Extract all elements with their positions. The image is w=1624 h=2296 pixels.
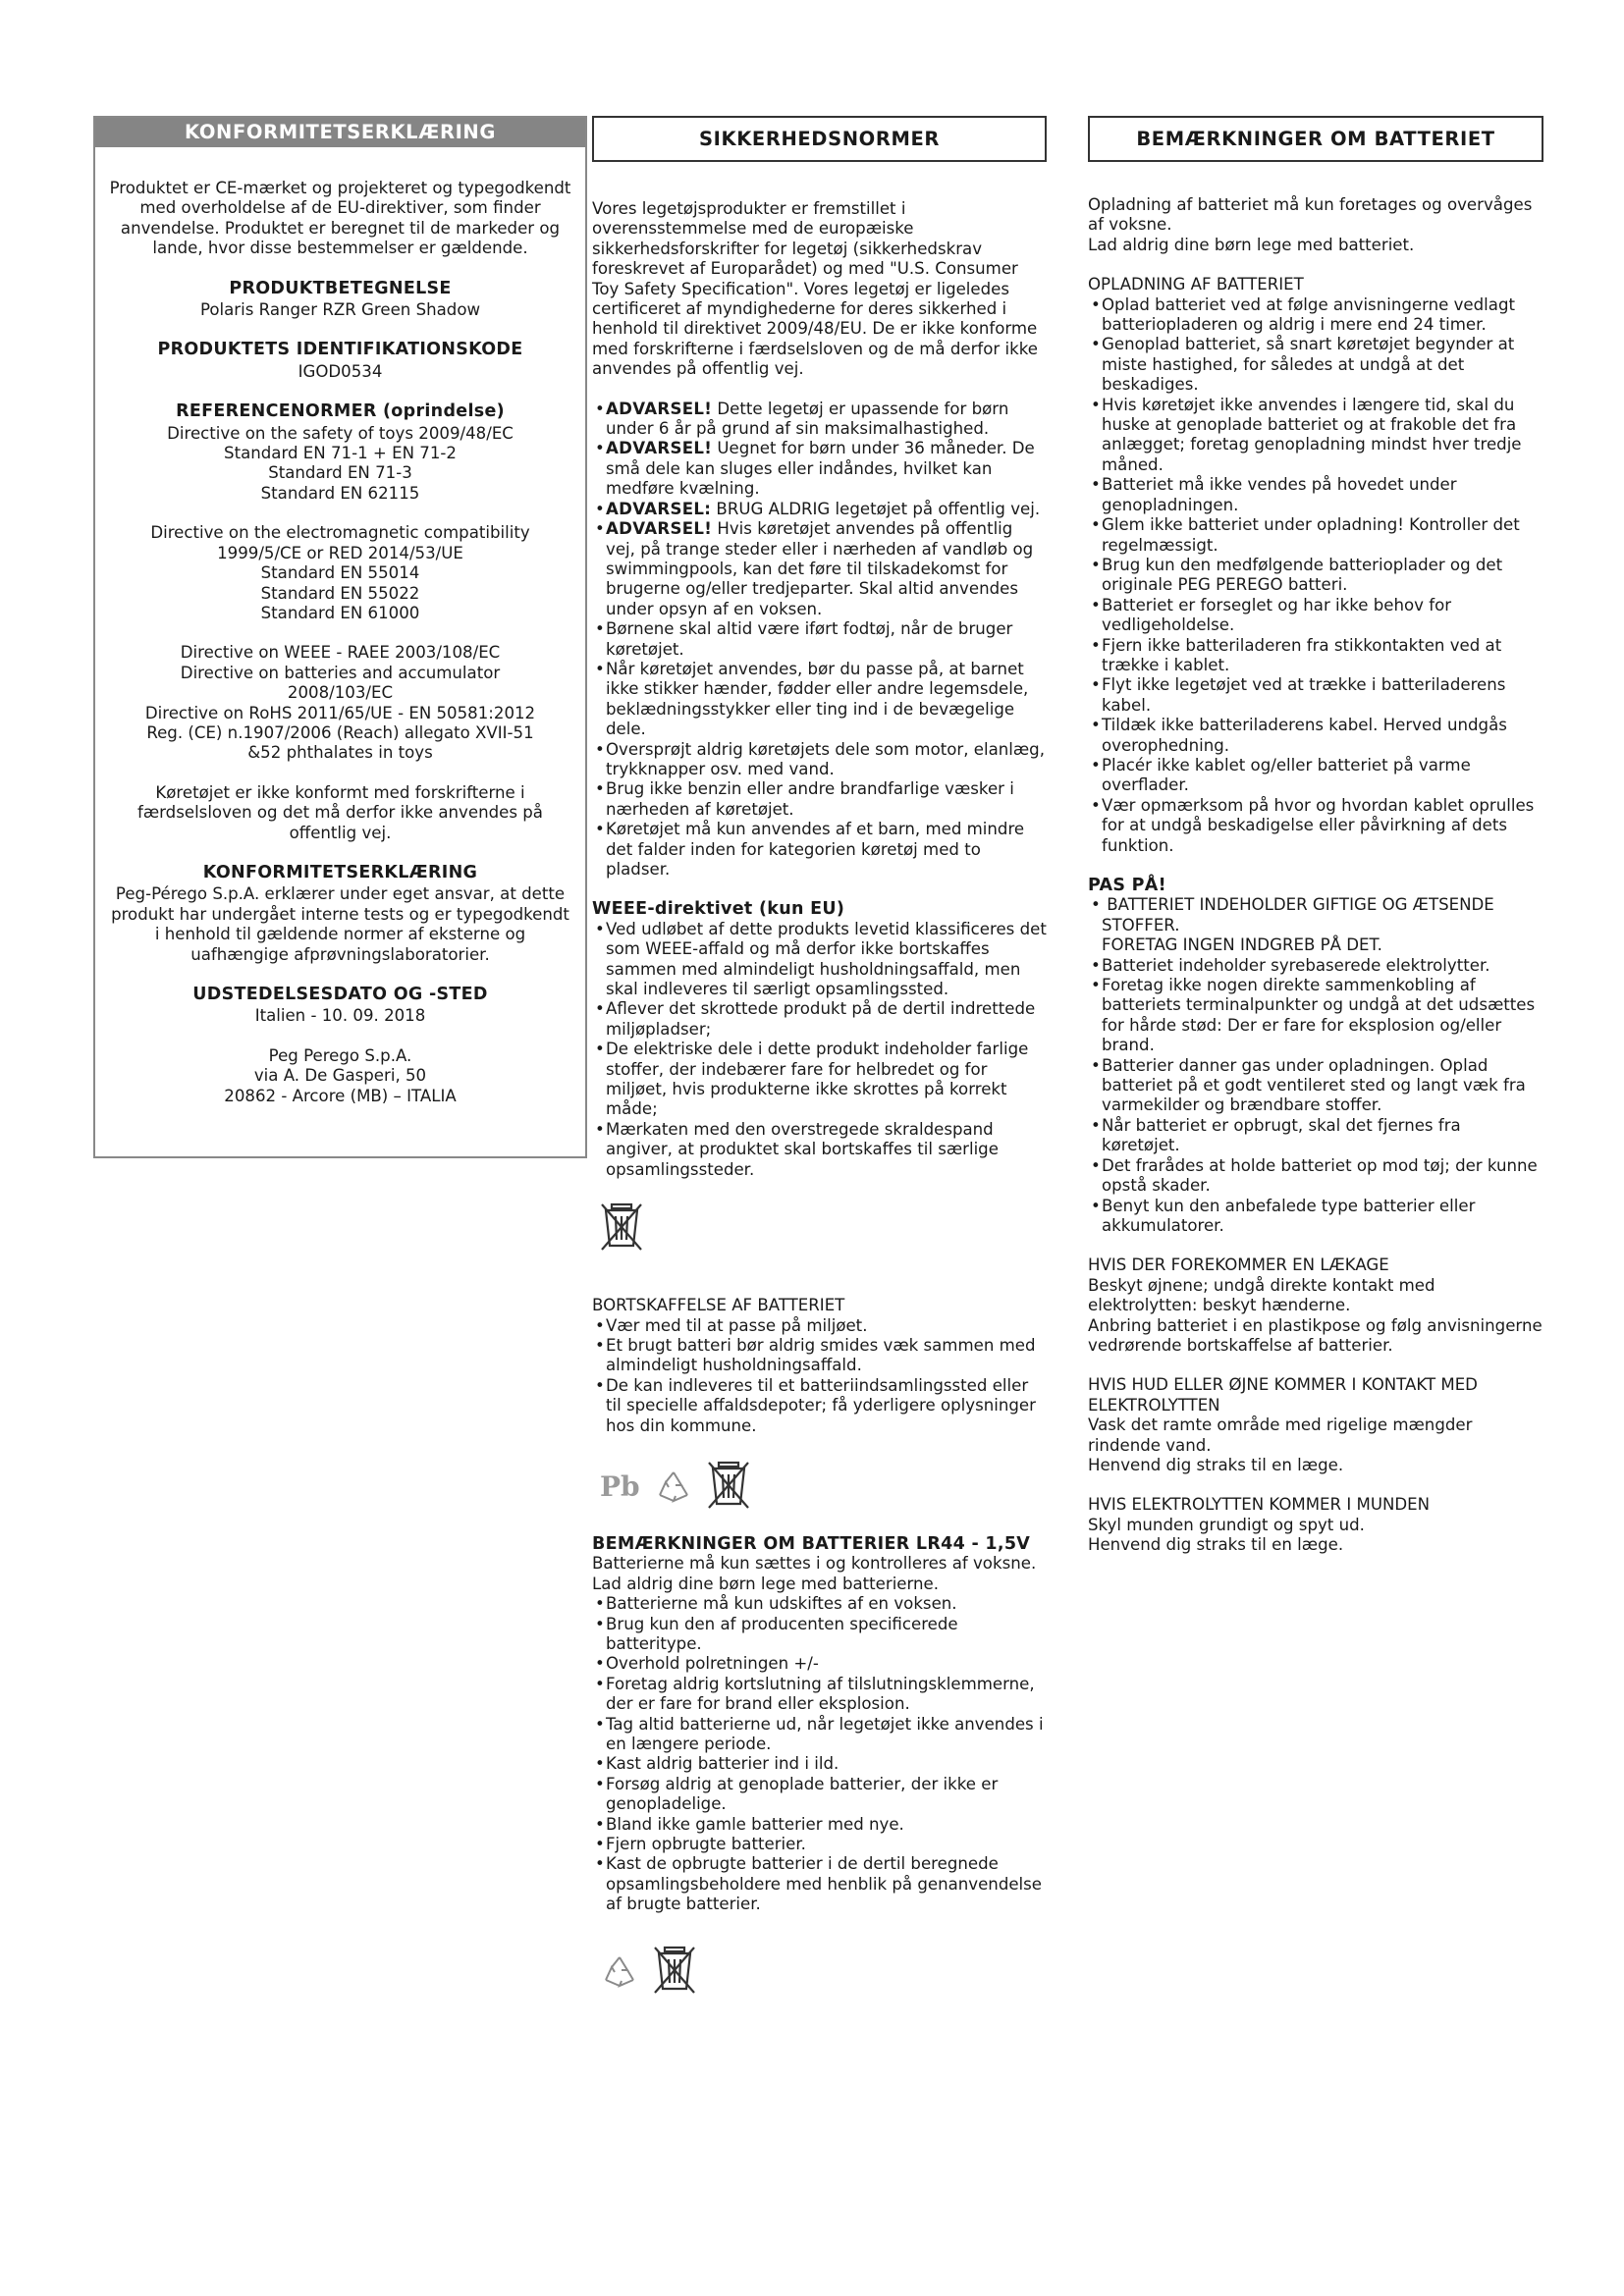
issue-date-place: Italien - 10. 09. 2018 bbox=[254, 1006, 426, 1026]
not-conform-note: Køretøjet er ikke konformt med forskrifterne i færdselsloven og det må derfor ikke anvendes på offentlig vej. bbox=[137, 782, 543, 842]
charge-item: • Flyt ikke legetøjet ved at trække i batteriladerens kabel. bbox=[1088, 675, 1543, 716]
charge-item: • Fjern ikke batteriladeren fra stikkontakten ved at trække i kablet. bbox=[1088, 636, 1543, 676]
reference-line: Standard EN 71-3 bbox=[268, 463, 412, 483]
charge-item: • Batteriet er forseglet og har ikke behov for vedligeholdelse. bbox=[1088, 596, 1543, 636]
battery-intro: Lad aldrig dine børn lege med batteriet. bbox=[1088, 235, 1415, 254]
lr44-item: • Batterierne må kun udskiftes af en voksen. bbox=[592, 1594, 1047, 1614]
skin-text: Vask det ramte område med rigelige mængder rindende vand. bbox=[1088, 1415, 1473, 1455]
warning-label: ADVARSEL! bbox=[606, 439, 713, 458]
lr44-item: • Fjern opbrugte batterier. bbox=[592, 1835, 1047, 1854]
warning-label: ADVARSEL! bbox=[606, 399, 713, 418]
leak-text: Anbring batteriet i en plastikpose og følg anvisningerne vedrørende bortskaffelse af batterier. bbox=[1088, 1315, 1543, 1355]
charge-item: • Batteriet må ikke vendes på hovedet under genopladningen. bbox=[1088, 475, 1543, 515]
reference-line: Directive on batteries and accumulator bbox=[180, 663, 501, 682]
caution-list bbox=[1088, 895, 1543, 1236]
lr44-heading: BEMÆRKNINGER OM BATTERIER LR44 - 1,5V bbox=[592, 1533, 1031, 1554]
lr44-item: • Bland ikke gamle batterier med nye. bbox=[592, 1815, 1047, 1835]
safety-title: SIKKERHEDSNORMER bbox=[592, 116, 1047, 162]
weee-item: • De elektriske dele i dette produkt indeholder farlige stoffer, der indebærer fare for helbredet og for miljøet, hvis produkterne ikke skrottes på korrekt måde; bbox=[592, 1040, 1047, 1120]
charge-item: • Oplad batteriet ved at følge anvisningerne vedlagt batteriopladeren og aldrig i mere end 24 timer. bbox=[1088, 295, 1543, 336]
weee-item: • Aflever det skrottede produkt på de dertil indrettede miljøpladser; bbox=[592, 999, 1047, 1040]
conformity-intro: Produktet er CE-mærket og projekteret og typegodkendt med overholdelse af de EU-direktiver, som finder anvendelse. Produktet er beregnet til de markeder og lande, hvor disse bestemmelser er gældende. bbox=[109, 179, 571, 258]
weee-icon-row bbox=[600, 1200, 1047, 1258]
address-line: 20862 - Arcore (MB) – ITALIA bbox=[224, 1086, 457, 1105]
caution-item-subtext: FORETAG INGEN INDGREB PÅ DET. bbox=[1102, 935, 1382, 955]
reference-line: Directive on RoHS 2011/65/UE - EN 50581:2012 bbox=[144, 703, 536, 722]
reference-line: Standard EN 55014 bbox=[260, 563, 420, 583]
disposal-item: • De kan indleveres til et batteriindsamlingssted eller til specielle affaldsdepoter; få yderligere oplysninger hos din kommune. bbox=[592, 1376, 1047, 1436]
disposal-item: • Et brugt batteri bør aldrig smides væk sammen med almindeligt husholdningsaffald. bbox=[592, 1336, 1047, 1376]
caution-item: • Batterier danner gas under opladningen. Oplad batteriet på et godt ventileret sted og langt væk fra varmekilder og brændbare stoffer. bbox=[1088, 1056, 1543, 1116]
safety-item: • Brug ikke benzin eller andre brandfarlige væsker i nærheden af køretøjet. bbox=[592, 779, 1047, 820]
caution-item: • Det frarådes at holde batteriet op mod tøj; der kunne opstå skader. bbox=[1088, 1156, 1543, 1197]
safety-column bbox=[592, 116, 1047, 2002]
disposal-item: • Vær med til at passe på miljøet. bbox=[592, 1316, 1047, 1336]
reference-line: Standard EN 55022 bbox=[260, 583, 420, 603]
caution-item: • Benyt kun den anbefalede type batterier eller akkumulatorer. bbox=[1088, 1197, 1543, 1237]
weee-item: • Ved udløbet af dette produkts levetid klassificeres det som WEEE-affald og må derfor ikke bortskaffes sammen med almindeligt husholdningsaffald, men skal indleveres til særligt opsamlingssted. bbox=[592, 920, 1047, 1000]
reference-line: Standard EN 71-1 + EN 71-2 bbox=[224, 444, 457, 463]
warning-label: ADVARSEL! bbox=[606, 519, 713, 539]
charge-heading: OPLADNING AF BATTERIET bbox=[1088, 275, 1304, 294]
safety-item: • Børnene skal altid være iført fodtøj, når de bruger køretøjet. bbox=[592, 619, 1047, 660]
lr44-item: • Overhold polretningen +/- bbox=[592, 1654, 1047, 1674]
safety-list bbox=[592, 400, 1047, 881]
lr44-list bbox=[592, 1594, 1047, 1915]
conformity-column bbox=[93, 116, 587, 1158]
skin-heading: HVIS HUD ELLER ØJNE KOMMER I KONTAKT MED ELEKTROLYTTEN bbox=[1088, 1375, 1478, 1415]
lr44-icon-row bbox=[600, 1943, 1047, 2002]
crossed-bin-icon bbox=[600, 1201, 643, 1257]
charge-item: • Tildæk ikke batteriladerens kabel. Herved undgås overophedning. bbox=[1088, 716, 1543, 756]
lr44-item: • Foretag aldrig kortslutning af tilslutningsklemmerne, der er fare for brand eller eksplosion. bbox=[592, 1675, 1047, 1715]
lr44-item: • Kast aldrig batterier ind i ild. bbox=[592, 1754, 1047, 1774]
battery-intro: Opladning af batteriet må kun foretages og overvåges af voksne. bbox=[1088, 195, 1533, 235]
reference-heading: REFERENCENORMER (oprindelse) bbox=[176, 401, 505, 422]
safety-item-text: Uegnet for børn under 36 måneder. De små dele kan sluges eller indåndes, hvilket kan medføre kvælning. bbox=[606, 439, 1035, 499]
reference-line: Directive on WEEE - RAEE 2003/108/EC bbox=[180, 643, 501, 663]
caution-item: • Batteriet indeholder syrebaserede elektrolytter. bbox=[1088, 956, 1543, 976]
crossed-bin-icon bbox=[707, 1459, 750, 1516]
lr44-item: • Forsøg aldrig at genoplade batterier, der ikke er genopladelige. bbox=[592, 1775, 1047, 1815]
mouth-text: Skyl munden grundigt og spyt ud. bbox=[1088, 1515, 1365, 1534]
charge-item: • Genoplad batteriet, så snart køretøjet begynder at miste hastighed, for således at undgå at det beskadiges. bbox=[1088, 335, 1543, 395]
safety-item bbox=[592, 519, 1047, 619]
safety-item bbox=[592, 500, 1047, 519]
reference-line: 2008/103/EC bbox=[287, 683, 394, 703]
reference-line: Directive on the safety of toys 2009/48/EC bbox=[167, 423, 514, 443]
charge-item: • Placér ikke kablet og/eller batteriet på varme overflader. bbox=[1088, 756, 1543, 796]
safety-item: • Køretøjet må kun anvendes af et barn, med mindre det falder inden for kategorien køretøj med to pladser. bbox=[592, 820, 1047, 880]
leak-text: Beskyt øjnene; undgå direkte kontakt med elektrolytten: beskyt hænderne. bbox=[1088, 1275, 1435, 1315]
disposal-heading: BORTSKAFFELSE AF BATTERIET bbox=[592, 1296, 845, 1315]
issue-heading: UDSTEDELSESDATO OG -STED bbox=[192, 985, 488, 1004]
manufacturer-address bbox=[109, 1046, 571, 1106]
charge-item: • Glem ikke batteriet under opladning! Kontroller det regelmæssigt. bbox=[1088, 515, 1543, 556]
reference-line: Directive on the electromagnetic compatibility bbox=[150, 523, 530, 543]
battery-icon-row bbox=[600, 1458, 1047, 1517]
crossed-bin-icon bbox=[653, 1944, 696, 2001]
recycle-icon bbox=[654, 1468, 693, 1507]
safety-item bbox=[592, 400, 1047, 440]
battery-title: BEMÆRKNINGER OM BATTERIET bbox=[1088, 116, 1543, 162]
charge-list bbox=[1088, 295, 1543, 856]
weee-heading: WEEE-direktivet (kun EU) bbox=[592, 899, 845, 920]
safety-item bbox=[592, 439, 1047, 499]
conformity-box bbox=[93, 116, 587, 1158]
lr44-intro: Batterierne må kun sættes i og kontrolleres af voksne. Lad aldrig dine børn lege med batterierne. bbox=[592, 1554, 1037, 1593]
caution-item: • Foretag ikke nogen direkte sammenkobling af batteriets terminalpunkter og undgå at det udsættes for hårde stød: Der er fare for eksplosion og/eller brand. bbox=[1088, 976, 1543, 1056]
safety-item-text: Hvis køretøjet anvendes på offentlig vej, på trange steder eller i nærheden af vandløb og swimmingpools, kan det føre til tilskadekomst for brugerne og/eller tredjeparter. Skal altid anvendes under opsyn af en voksen. bbox=[606, 519, 1034, 618]
declaration-heading: KONFORMITETSERKLÆRING bbox=[202, 862, 478, 882]
skin-text: Henvend dig straks til en læge. bbox=[1088, 1455, 1344, 1474]
lr44-item: • Tag altid batterierne ud, når legetøjet ikke anvendes i en længere periode. bbox=[592, 1715, 1047, 1755]
battery-column bbox=[1088, 116, 1543, 1556]
pb-lead-icon: Pb bbox=[600, 1469, 640, 1503]
address-line: via A. De Gasperi, 50 bbox=[253, 1066, 427, 1086]
caution-item: • Når batteriet er opbrugt, skal det fjernes fra køretøjet. bbox=[1088, 1116, 1543, 1156]
reference-line: 1999/5/CE or RED 2014/53/UE bbox=[217, 543, 463, 562]
product-heading: PRODUKTBETEGNELSE bbox=[229, 278, 452, 298]
id-code: IGOD0534 bbox=[298, 361, 383, 381]
weee-list bbox=[592, 920, 1047, 1180]
caution-item-text: BATTERIET INDEHOLDER GIFTIGE OG ÆTSENDE STOFFER. bbox=[1102, 895, 1494, 934]
safety-item-text: BRUG ALDRIG legetøjet på offentlig vej. bbox=[711, 499, 1041, 518]
caution-item bbox=[1088, 895, 1543, 955]
charge-item: • Hvis køretøjet ikke anvendes i længere tid, skal du huske at genoplade batteriet og at frakoble det fra anlægget; foretag genopladning mindst hver tredje måned. bbox=[1088, 396, 1543, 476]
product-name: Polaris Ranger RZR Green Shadow bbox=[199, 300, 481, 320]
mouth-text: Henvend dig straks til en læge. bbox=[1088, 1535, 1344, 1555]
declaration-text: Peg-Pérego S.p.A. erklærer under eget ansvar, at dette produkt har undergået interne tests og er typegodkendt i henhold til gældende normer af eksterne og uafhængige afprøvningslaboratorier. bbox=[111, 884, 569, 964]
address-line: Peg Perego S.p.A. bbox=[268, 1045, 412, 1065]
weee-item: • Mærkaten med den overstregede skraldespand angiver, at produktet skal bortskaffes til særlige opsamlingssteder. bbox=[592, 1120, 1047, 1180]
reference-line: Standard EN 61000 bbox=[260, 603, 420, 622]
warning-label: ADVARSEL: bbox=[606, 499, 712, 518]
recycle-icon bbox=[600, 1952, 639, 1992]
reference-line: Reg. (CE) n.1907/2006 (Reach) allegato XVII-51 bbox=[146, 722, 534, 742]
charge-item: • Vær opmærksom på hvor og hvordan kablet oprulles for at undgå beskadigelse eller påvirkning af dets funktion. bbox=[1088, 796, 1543, 856]
charge-item: • Brug kun den medfølgende batterioplader og det originale PEG PEREGO batteri. bbox=[1088, 556, 1543, 596]
safety-item: • Oversprøjt aldrig køretøjets dele som motor, elanlæg, trykknapper osv. med vand. bbox=[592, 740, 1047, 780]
mouth-heading: HVIS ELEKTROLYTTEN KOMMER I MUNDEN bbox=[1088, 1495, 1431, 1515]
lr44-item: • Brug kun den af producenten specificerede batteritype. bbox=[592, 1615, 1047, 1655]
safety-item: • Når køretøjet anvendes, bør du passe på, at barnet ikke stikker hænder, fødder eller andre legemsdele, beklædningsstykker eller ting ind i de bevægelige dele. bbox=[592, 660, 1047, 740]
caution-heading: PAS PÅ! bbox=[1088, 876, 1166, 895]
reference-line: &52 phthalates in toys bbox=[247, 743, 433, 763]
disposal-list bbox=[592, 1316, 1047, 1436]
safety-intro: Vores legetøjsprodukter er fremstillet i overensstemmelse med de europæiske sikkerhedsforskrifter for legetøj (sikkerhedskrav foreskrevet af Europarådet) og med "U.S. Consumer Toy Safety Specification". Vores legetøj er ligeledes certificeret af myndighederne for deres sikkerhed i henhold til direktivet 2009/48/EU. De er ikke konforme med forskrifterne i færdselsloven og de må derfor ikke anvendes på offentlig vej. bbox=[592, 199, 1038, 379]
safety-item-text: Dette legetøj er upassende for børn under 6 år på grund af sin maksimalhastighed. bbox=[606, 399, 1009, 439]
leak-heading: HVIS DER FOREKOMMER EN LÆKAGE bbox=[1088, 1255, 1389, 1275]
reference-line: Standard EN 62115 bbox=[260, 483, 420, 503]
lr44-item: • Kast de opbrugte batterier i de dertil beregnede opsamlingsbeholdere med henblik på genanvendelse af brugte batterier. bbox=[592, 1854, 1047, 1914]
id-heading: PRODUKTETS IDENTIFIKATIONSKODE bbox=[157, 340, 523, 360]
conformity-title: KONFORMITETSERKLÆRING bbox=[95, 118, 585, 147]
